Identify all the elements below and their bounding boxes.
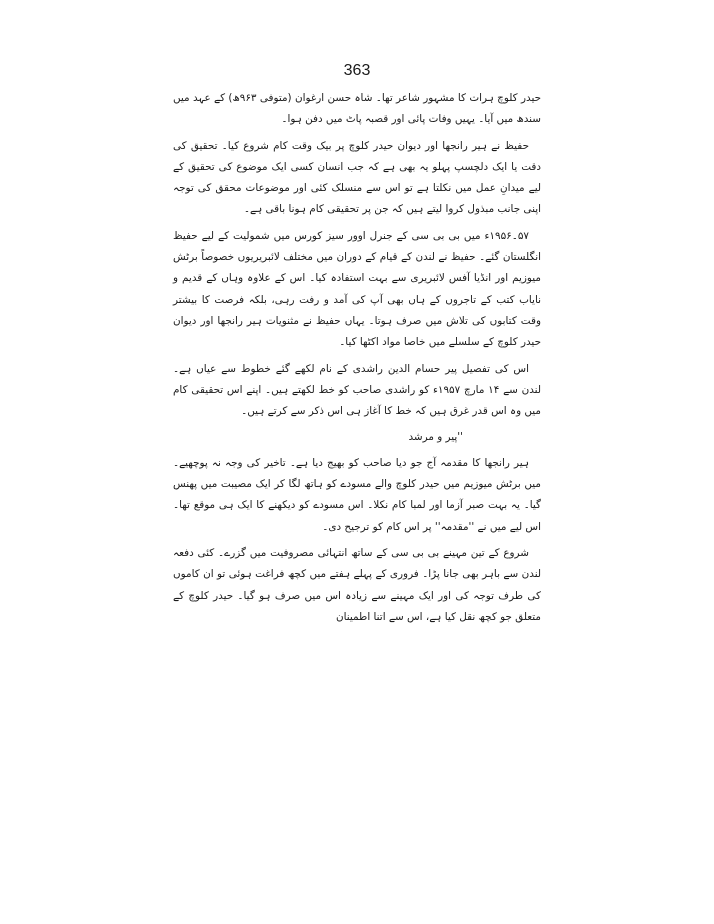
paragraph-research-work: حفیظ نے ہیر رانجھا اور دیوان حیدر کلوچ پر بیک وقت کام شروع کیا۔ تحقیق کی دقت یا ایک دلچسپ پہلو یہ بھی ہے کہ جب انسان کسی ایک موضوع کی تحقیق کے لیے میدانِ عمل میں نکلتا ہے تو اس سے منسلک کئی اور موضوعات محقق کی توجہ اپنی جانب مبذول کروا لیتے ہیں کہ جن پر تحقیقی کام ہونا باقی ہے۔ (173, 139, 541, 216)
letter-body: ہیر رانجھا کا مقدمہ آج جو دیا صاحب کو بھیج دیا ہے۔ تاخیر کی وجہ نہ پوچھیے۔ میں برٹش میوزیم میں حیدر کلوچ والے مسودے کو ہاتھ لگا کر ایک مصیبت میں پھنس گیا۔ یہ بہت صبر آزما اور لمبا کام نکلا۔ اس مسودے کو دیکھنے کا ایک ہی موقع تھا۔ اس لیے میں نے ''مقدمہ'' پر اس کام کو ترجیح دی۔ (173, 456, 541, 533)
paragraph-letters-detail: اس کی تفصیل پیر حسام الدین راشدی کے نام لکھے گئے خطوط سے عیاں ہے۔ لندن سے ۱۴ مارچ ۱۹۵۷ء کو راشدی صاحب کو خط لکھتے ہیں۔ اپنے اس تحقیقی کام میں وہ اس قدر غرق ہیں کہ خط کا آغاز ہی اس ذکر سے کرتے ہیں۔ (173, 362, 541, 418)
paragraph-england-visit: ۵۷۔۱۹۵۶ء میں بی بی سی کے جنرل اوور سیز کورس میں شمولیت کے لیے حفیظ انگلستان گئے۔ حفیظ نے لندن کے قیام کے دوران میں مختلف لائبریریوں خصوصاً برٹش میوزیم اور انڈیا آفس لائبریری سے بہت استفادہ کیا۔ اس کے علاوہ وہاں کے قدیم و نایاب کتب کے تاجروں کے ہاں بھی آپ کی آمد و رفت رہی، بلکہ فرصت کا بیشتر وقت کتابوں کی تلاش میں صرف ہوتا۔ یہاں حفیظ نے مثنویات ہیر رانجھا اور دیوان حیدر کلوچ کے سلسلے میں خاصا مواد اکٹھا کیا۔ (173, 229, 541, 349)
letter-continuation: شروع کے تین مہینے بی بی سی کے ساتھ انتہائی مصروفیت میں گزرے۔ کئی دفعہ لندن سے باہر بھی جانا پڑا۔ فروری کے پہلے ہفتے میں کچھ فراغت ہوئی تو ان کاموں کی طرف توجہ کی اور ایک مہینے سے زیادہ اس میں صرف ہو گیا۔ حیدر کلوچ کے متعلق جو کچھ نقل کیا ہے، اس سے اتنا اطمینان (173, 546, 541, 623)
page-number: 363 (343, 62, 371, 79)
paragraph-haidar-kaluch-intro: حیدر کلوچ ہرات کا مشہور شاعر تھا۔ شاہ حسن ارغوان (متوفی ۹۶۳ھ) کے عہد میں سندھ میں آیا۔ یہیں وفات پائی اور قصبہ پاٹ میں دفن ہوا۔ (173, 92, 542, 126)
urdu-text-body (173, 88, 541, 633)
letter-salutation: ''پیر و مرشد (408, 431, 463, 444)
